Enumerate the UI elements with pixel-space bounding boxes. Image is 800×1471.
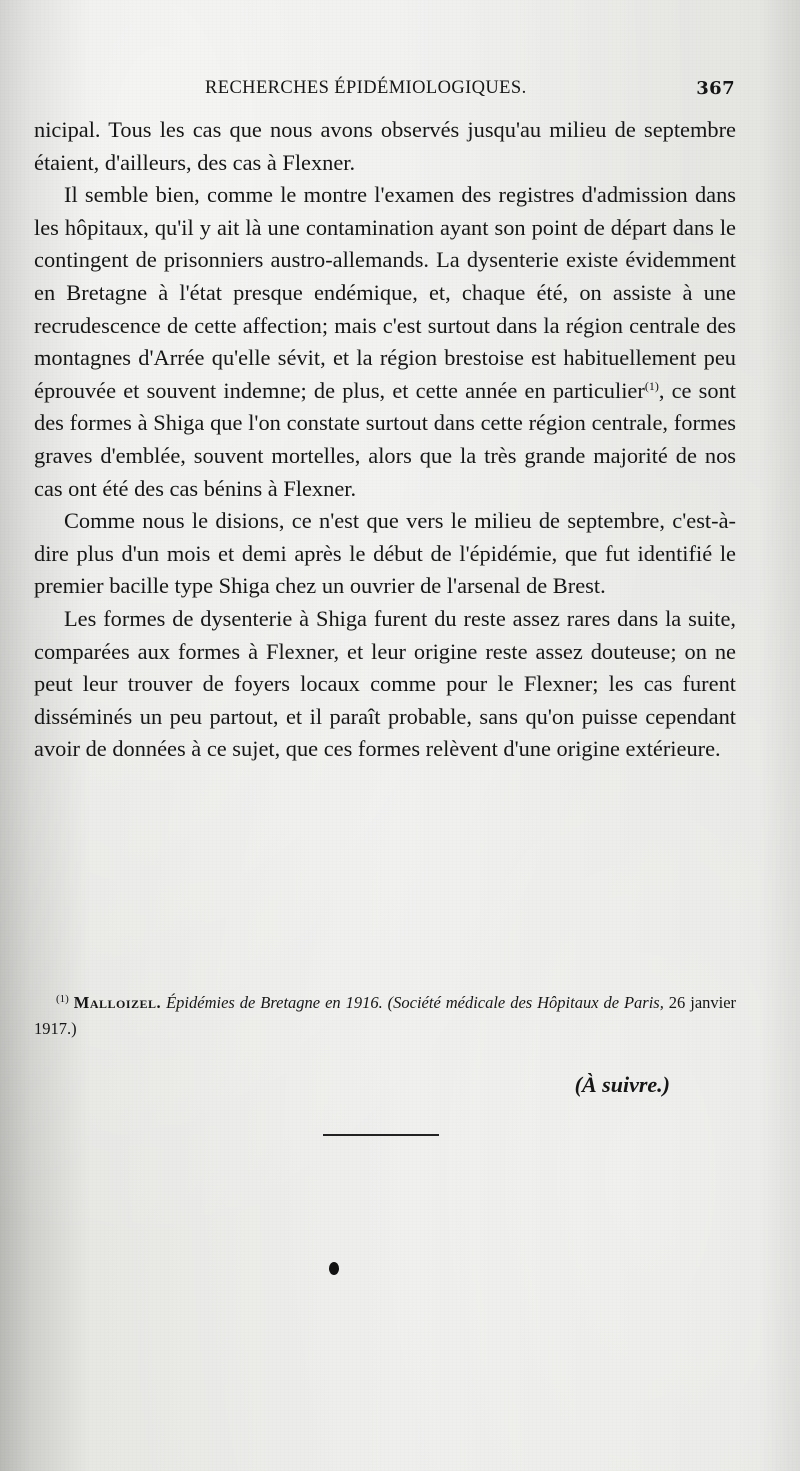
page-number: 367 [696, 78, 735, 99]
footnote-source: (Société médicale des Hôpitaux de Paris, [387, 993, 664, 1012]
paragraph-1: nicipal. Tous les cas que nous avons observés jusqu'au milieu de septembre étaient, d'ailleurs, des cas à Flexner. [34, 117, 736, 175]
footnote-title: Épidémies de Bretagne en 1916. [166, 993, 383, 1012]
paragraph-3: Comme nous le disions, ce n'est que vers le milieu de septembre, c'est-à-dire plus d'un mois et demi après le début de l'épidémie, que fut identifié le premier bacille type Shiga chez un ouvrier de l'arsenal de Brest. [34, 508, 736, 599]
continuation-note: (À suivre.) [574, 1072, 670, 1097]
ink-dot [329, 1262, 339, 1275]
paragraph-2-part-1: Il semble bien, comme le montre l'examen des registres d'admission dans les hôpitaux, qu'il y ait là une contamination ayant son point de départ dans le contingent de prisonniers austro-allemands. La dysenterie existe évidemment en Bretagne à l'état presque endémique, et, chaque été, on assiste à une recrudescence de cette affection; mais c'est surtout dans la région centrale des montagnes d'Arrée qu'elle sévit, et la région brestoise est habituellement peu éprouvée et souvent indemne; de plus, et cette année en particulier [34, 182, 736, 403]
body-text [34, 114, 736, 766]
footnote-reference: (1) [644, 378, 659, 393]
paragraph-2-part-2: , ce sont des formes à Shiga que l'on constate surtout dans cette région centrale, formes graves d'emblée, souvent mortelles, alors que la très grande majorité de nos cas ont été des cas bénins à Flexner. [34, 377, 736, 501]
footnote-marker: (1) [56, 993, 69, 1005]
running-title: RECHERCHES ÉPIDÉMIOLOGIQUES. [205, 78, 527, 98]
paragraph-2 [34, 179, 736, 505]
footnote-author: Malloizel. [73, 993, 162, 1012]
running-header [205, 78, 735, 102]
footnote-date: 26 janvier 1917.) [34, 993, 737, 1038]
closing-rule [323, 1134, 439, 1136]
footnote [34, 990, 736, 1042]
paragraph-4: Les formes de dysenterie à Shiga furent du reste assez rares dans la suite, comparées aux formes à Flexner, et leur origine reste assez douteuse; on ne peut leur trouver de foyers locaux comme pour le Flexner; les cas furent disséminés un peu partout, et il paraît probable, sans qu'on puisse cependant avoir de données à ce sujet, que ces formes relèvent d'une origine extérieure. [34, 605, 736, 762]
